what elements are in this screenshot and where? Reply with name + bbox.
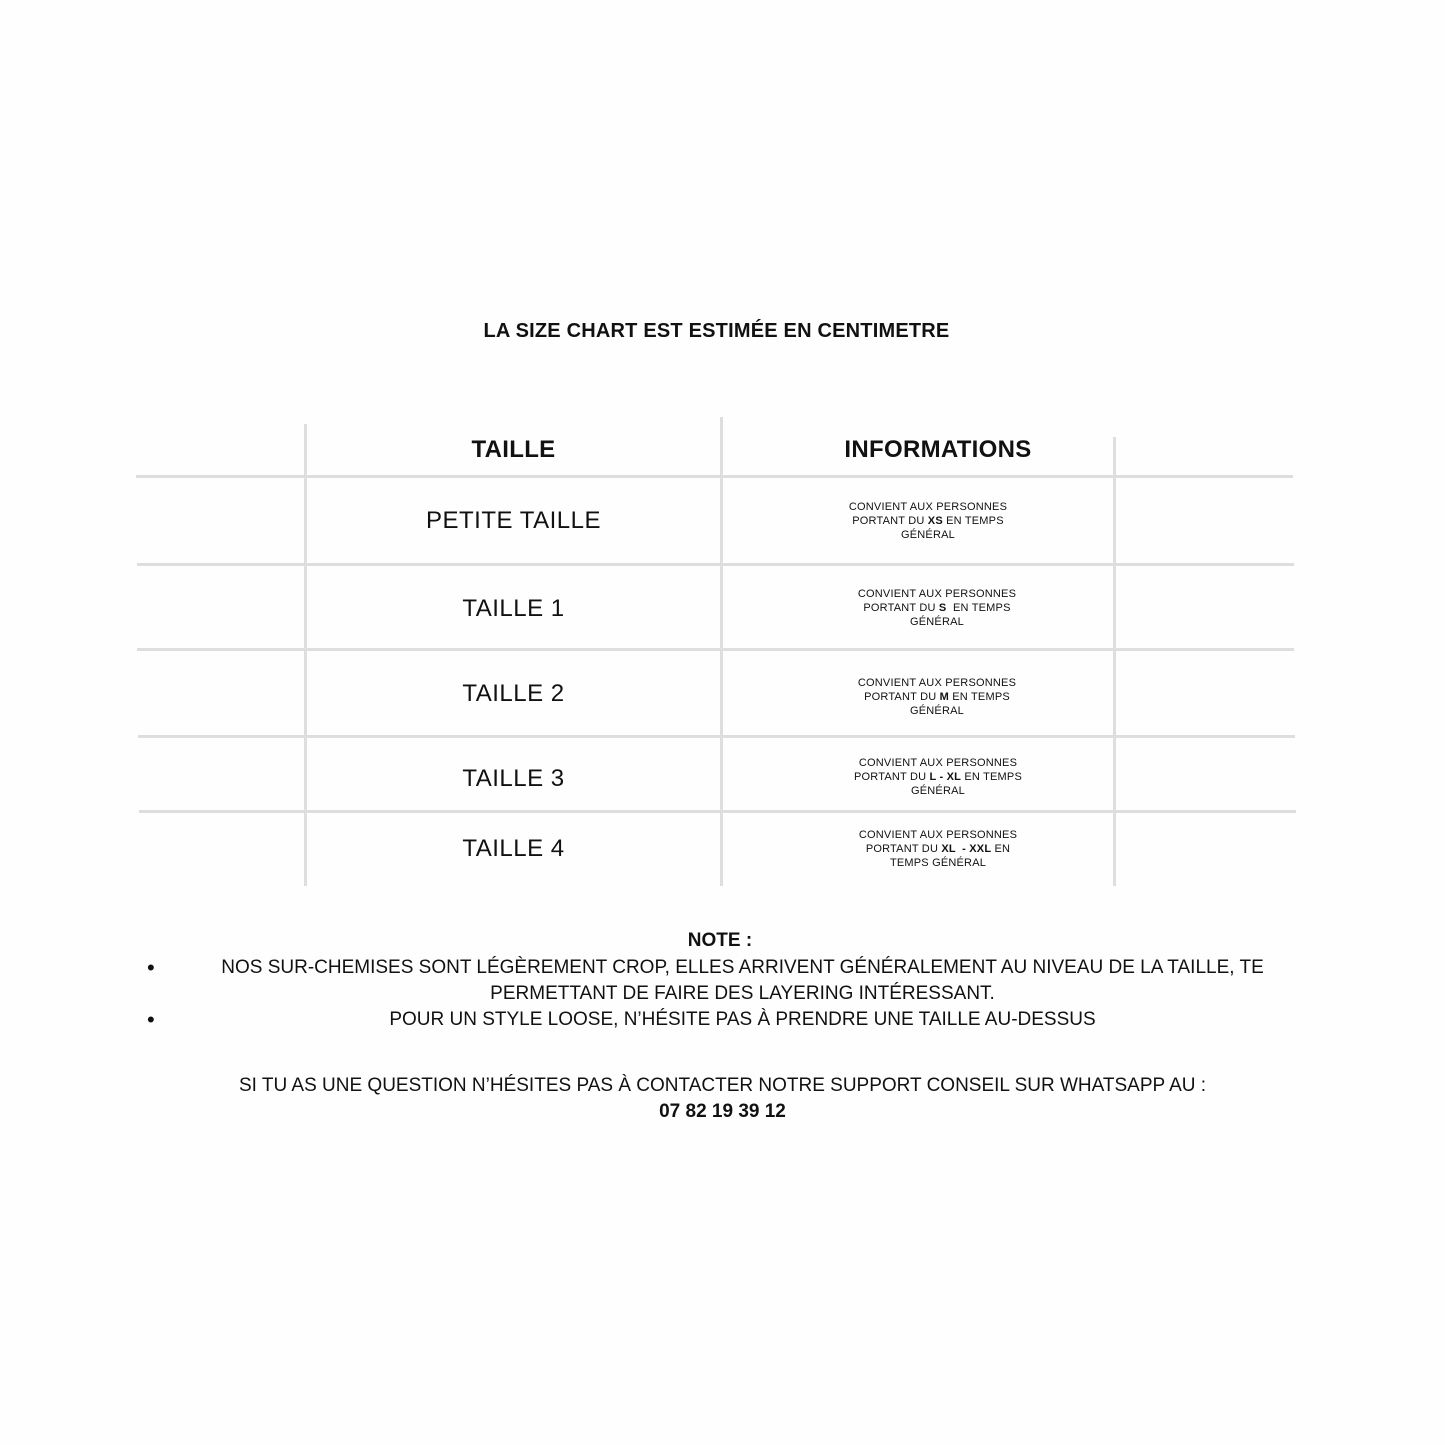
bullet-icon: • (147, 955, 155, 980)
size-cell: TAILLE 1 (462, 595, 565, 622)
table-divider (1113, 437, 1116, 886)
table-divider (137, 563, 1294, 566)
info-cell: CONVIENT AUX PERSONNES PORTANT DU XS EN TEMPS GÉNÉRAL (848, 501, 1008, 541)
contact-text: SI TU AS UNE QUESTION N’HÉSITES PAS À CONTACTER NOTRE SUPPORT CONSEIL SUR WHATSAPP AU : (238, 1075, 1207, 1096)
size-cell: TAILLE 3 (462, 765, 565, 792)
info-cell: CONVIENT AUX PERSONNES PORTANT DU L - XL EN TEMPS GÉNÉRAL (854, 757, 1022, 797)
note-title: NOTE : (687, 930, 753, 951)
page-title: LA SIZE CHART EST ESTIMÉE EN CENTIMETRE (483, 320, 950, 342)
phone-number: 07 82 19 39 12 (659, 1101, 786, 1122)
note-list (0, 955, 1445, 1033)
list-item: • POUR UN STYLE LOOSE, N’HÉSITE PAS À PRENDRE UNE TAILLE AU-DESSUS (147, 1007, 1096, 1032)
size-cell: TAILLE 2 (462, 680, 565, 707)
table-divider (138, 735, 1295, 738)
list-item: • NOS SUR-CHEMISES SONT LÉGÈREMENT CROP, ELLES ARRIVENT GÉNÉRALEMENT AU NIVEAU DE LA TAILLE, TE PERMETTANT DE FAIRE DES LAYERING INTÉRESSANT. (147, 955, 1264, 1004)
table-divider (136, 475, 1293, 478)
info-cell: CONVIENT AUX PERSONNES PORTANT DU S EN TEMPS GÉNÉRAL (857, 588, 1017, 628)
bullet-icon: • (147, 1007, 155, 1032)
column-header-info: INFORMATIONS (844, 436, 1032, 463)
table-divider (304, 424, 307, 886)
size-cell: PETITE TAILLE (425, 507, 601, 534)
column-header-size: TAILLE (471, 436, 556, 463)
table-divider (137, 648, 1294, 651)
info-cell: CONVIENT AUX PERSONNES PORTANT DU XL - XXL EN TEMPS GÉNÉRAL (858, 829, 1018, 869)
info-cell: CONVIENT AUX PERSONNES PORTANT DU M EN TEMPS GÉNÉRAL (857, 677, 1017, 717)
size-cell: TAILLE 4 (462, 835, 565, 862)
contact-info (0, 1073, 1445, 1125)
table-divider (720, 417, 723, 886)
table-divider (139, 810, 1296, 813)
